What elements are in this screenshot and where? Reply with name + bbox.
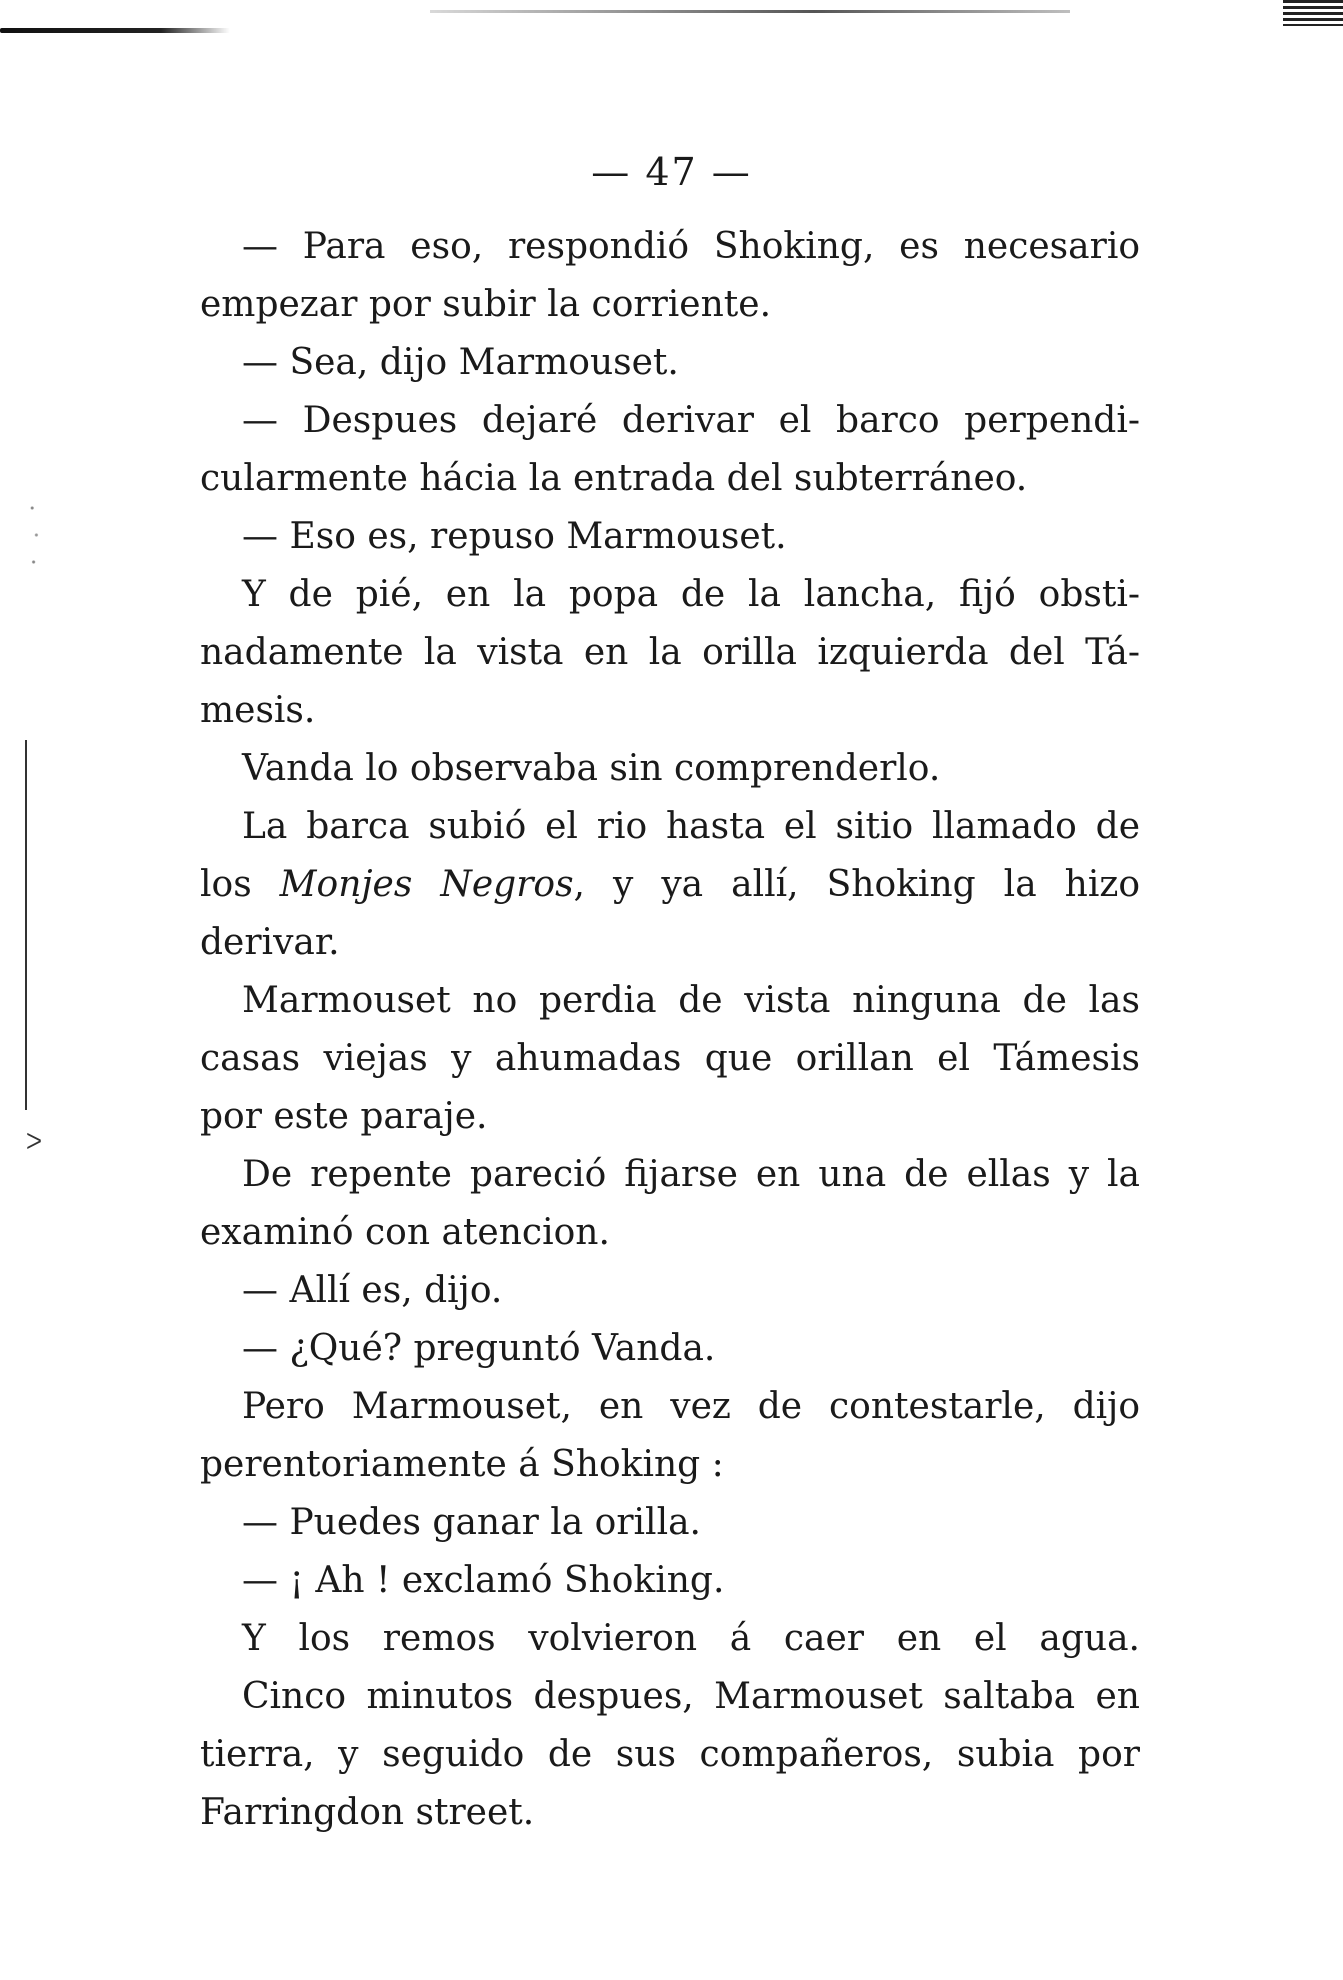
text-line: Pero Marmouset, en vez de contestarle, dijo (242, 1386, 1140, 1427)
text-line: derivar. (200, 922, 340, 963)
left-margin-mark: ᐳ (26, 1130, 43, 1155)
italic-place-name: Monjes Negros (279, 864, 574, 905)
text-line: casas viejas y ahumadas que orillan el Támesis (200, 1038, 1140, 1079)
text-fragment: los (200, 864, 280, 905)
margin-specks (28, 490, 42, 580)
text-line: Y de pié, en la popa de la lancha, fijó obsti- (242, 574, 1140, 615)
text-line: Vanda lo observaba sin comprenderlo. (242, 748, 941, 789)
text-line: — Sea, dijo Marmouset. (242, 342, 679, 383)
text-line: cularmente hácia la entrada del subterráneo. (200, 458, 1028, 499)
top-edge-rule-right (1283, 0, 1343, 26)
top-edge-rule-center (430, 10, 1070, 13)
text-line: — Allí es, dijo. (242, 1270, 503, 1311)
text-line: Marmouset no perdia de vista ninguna de las (242, 980, 1140, 1021)
text-line: examinó con atencion. (200, 1212, 610, 1253)
text-line: Y los remos volvieron á caer en el agua. (242, 1618, 1140, 1659)
text-line: — Eso es, repuso Marmouset. (242, 516, 787, 557)
text-line: por este paraje. (200, 1096, 488, 1137)
left-margin-line (25, 740, 27, 1110)
text-line: — ¿Qué? preguntó Vanda. (242, 1328, 716, 1369)
text-fragment: , y ya allí, Shoking la hizo (573, 864, 1140, 905)
text-line: — ¡ Ah ! exclamó Shoking. (242, 1560, 725, 1601)
text-line: De repente pareció fijarse en una de ellas y la (242, 1154, 1140, 1195)
text-line: Farringdon street. (200, 1792, 535, 1833)
text-line: — Puedes ganar la orilla. (242, 1502, 701, 1543)
text-line: tierra, y seguido de sus compañeros, subia por (200, 1734, 1140, 1775)
text-line: empezar por subir la corriente. (200, 284, 772, 325)
page-number: — 47 — (591, 150, 752, 194)
text-line: La barca subió el rio hasta el sitio llamado de (242, 806, 1140, 847)
text-line: nadamente la vista en la orilla izquierda del Tá- (200, 632, 1140, 673)
body-text (200, 218, 1140, 1842)
top-edge-rule-left (0, 28, 230, 33)
text-line: — Para eso, respondió Shoking, es necesario (242, 226, 1140, 267)
text-line-with-italic (200, 856, 1140, 914)
text-line: — Despues dejaré derivar el barco perpendi- (242, 400, 1140, 441)
text-line: Cinco minutos despues, Marmouset saltaba en (242, 1676, 1140, 1717)
text-line: perentoriamente á Shoking : (200, 1444, 724, 1485)
text-line: mesis. (200, 690, 316, 731)
